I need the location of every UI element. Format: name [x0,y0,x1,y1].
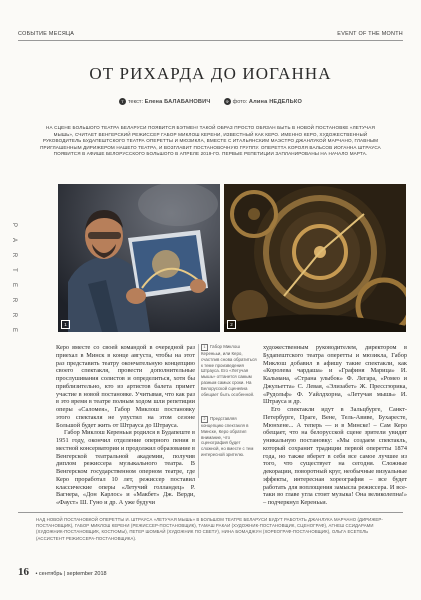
caption-text-2: Представляя концепцию спектакля в Минске, Керо обратил внимание, что сценография будет сложной, но вместе с тем интересной зрителю. [201,416,254,457]
page-number: 16 [18,566,29,578]
photo-badge-1: 1 [61,320,70,329]
caption-divider [198,344,199,478]
column3-paragraph-2: Его спектакли идут в Зальцбурге, Санкт-Петербурге, Праге, Вене, Тель-Авиве, Бухаресте, Мюнхене... А теперь — и в Минске! – Сам Керо обещает, что на белорусской сцене зрители увидят уникальную постановку: «Мы создаем спектакль, который сохранит традиции первой оперетты 1874 года, но также вберет в себя все самое лучшее из того, что существует на сегодня. Сложные декорации, поворотный круг, необычные визуальные эффекты, интересная хореография – все будет работать для воплощения замысла режиссера. И все-таки во главе угла стоит музыка! Она великолепна!» – подчеркнул Керенььи. [263,406,407,506]
production-team-note: НАД НОВОЙ ПОСТАНОВКОЙ ОПЕРЕТТЫ И. ШТРАУСА «ЛЕТУЧАЯ МЫШЬ» В БОЛЬШОМ ТЕАТРЕ БЕЛАРУСИ БУДУТ РАБОТАТЬ ДЖАНЛУКА МАРЧАНО (ДИРИЖЕР-ПОСТАНОВЩИК), ГАБОР МИКЛОШ КЕРЕНИ (РЕЖИССЕР-ПОСТАНОВЩИК), ТАМАШ РАКАИ (ХУДОЖНИК-ПОСТАНОВЩИК, СЦЕНОГРАФ), АГНЕШ ССИДАРАМИ (ХУДОЖНИК-ПОСТАНОВЩИК, КОСТЮМЫ), ПЕТЕР ШОМБАЙ (ХУДОЖНИК ПО СВЕТУ), НИНА БОМАДЖУН (ХОРЕОГРАФ-ПОСТАНОВЩИК), ОЛЬГА ЕСЕТЕЛЬ (АССИСТЕНТ РЕЖИССЕРА-ПОСТАНОВЩИКА). [36,517,383,541]
rubric-right: EVENT OF THE MONTH [337,31,403,37]
lead-paragraph: НА СЦЕНЕ БОЛЬШОГО ТЕАТРА БЕЛАРУСИ ПОЯВИТСЯ БЭТМЕН! ТАКОЙ ОБРАЗ ПРОСТО ОБЯЗАН БЫТЬ В НОВОЙ ПОСТАНОВКЕ «ЛЕТУЧАЯ МЫШЬ», СЧИТАЕТ ВЕНГЕРСКИЙ РЕЖИССЕР ГАБОР МИКЛОШ КЕРЕНИ, ИЗВЕСТНЫЙ КАК КЕРО. ИМЕННО КЕРО, ХУДОЖЕСТВЕННЫЙ РУКОВОДИТЕЛЬ БУДАПЕШТСКОГО ТЕАТРА ОПЕРЕТТЫ И МЮЗИКЛА, ВМЕСТЕ С ИТАЛЬЯНСКИМ МАЭСТРО ДЖАНЛУКОЙ МАРЧАНО, ГЛАВНЫМ ПРИГЛАШЕННЫМ ДИРИЖЕРОМ НАШЕГО ТЕАТРА, И ВОЗГЛАВИТ ПОСТАНОВОЧНУЮ ГРУППУ. ОПЕРЕТТА КОРОЛЯ ВАЛЬСОВ ИОГАННА ШТРАУСА ПОЯВИТСЯ В АФИШЕ БЕЛОРУССКОГО БОЛЬШОГО В АПРЕЛЕ 2019-ГО. ПЕРВЫЕ РЕПЕТИЦИИ ЗАПЛАНИРОВАНЫ НА НАЧАЛО МАРТА. [40,125,381,156]
text-credit-author: Елена БАЛАБАНОВИЧ [144,98,211,105]
photo-director-with-model [58,184,220,332]
caption-number-1: 1 [201,344,208,351]
issue-label: • сентябрь | september 2018 [35,571,107,577]
side-label-letter: P [11,222,17,227]
body-column-1 [56,344,195,507]
side-label-letter: T [11,268,17,272]
side-label-letter: A [11,237,17,242]
column1-paragraph-2: Габор Миклош Керенььи родился в Будапеште в 1951 году, окончил отделение оперного пения в местной консерватории и продолжил образование в Венгерской театральной академии, получив диплом режиссера музыкального театра. В Венгерском государственном оперном театре, где Керо проработал 10 лет, режиссер поставил классические оперы «Летучий голландец» Р. Вагнера, «Дон Карлос» и «Макбет» Дж. Верди, «Фауст» Ш. Гуно и др. А уже будучи [56,429,195,506]
side-label-letter: E [11,327,17,332]
column3-paragraph-1: художественным руководителем, директором в Будапештского театра оперетты и мюзикла, Габор Миклош добавил в афишу такие спектакли, как «Королева чардаша» и «Графиня Марица» И. Кальмана, «Страна улыбок» Ф. Легара, «Ромео и Джульетта» С. Левая, «Элизабет» Ж. Прессгюрика, «Рудольф» Ф. Уайлдхорна, «Летучая мышь» И. Штрауса и др. [263,344,407,406]
side-label-letter: R [11,312,17,318]
caption-text-1: Габор Миклош Керенььи, или Керо, счастлив снова обратиться к теме произведения Штрауса. Его «Летучая мышь» оттанется самым разным самых сроки. На Белорусской сценевна обещает быть особенной. [201,344,257,397]
photo-credit-author: Алина НЕДЕЛЬКО [248,98,302,105]
page-footer [18,562,107,580]
side-label-letter: E [11,282,17,287]
topbar [18,31,403,39]
caption-number-2: 2 [201,416,208,423]
photo-caption-1 [201,344,257,397]
text-credit-label: текст: [127,98,144,105]
photo-caption-2 [201,416,257,458]
rubric-left: СОБЫТИЕ МЕСЯЦА [18,31,75,37]
side-label [9,222,19,342]
side-label-letter: R [11,297,17,303]
side-label-letter: R [11,252,17,258]
photo-clockwork-illustration [224,184,406,332]
header-rule [18,40,403,41]
photo-credit-label: фото: [232,98,248,105]
photo-credit-icon: Ф [225,99,229,104]
article-title: ОТ РИХАРДА ДО ИОГАННА [89,64,332,83]
credits [0,98,421,105]
photo-badge-2: 2 [227,320,236,329]
text-credit-icon: T [119,98,126,105]
photo-director-illustration [58,184,220,332]
body-column-3 [263,344,407,507]
footer-rule [18,512,403,513]
photo-stage-clockwork [224,184,406,332]
column1-paragraph-1: Керо вместе со своей командой в очередной раз приехал в Минск в конце августа, чтобы на этот раз представить театру окончательную концепцию своего спектакля, провести дополнительные прослушивания солистов и определиться, хотя бы приблизительно, кто из артистов балета примет участие в новой постановке. Учитывая, что как раз в это время в театре полным ходом шли репетиции оперы «Саломея», Габор Миклош постановку этого спектакля не упустил на этом сезоне Большой будет жить от Штрауса до Штрауса. [56,344,195,429]
